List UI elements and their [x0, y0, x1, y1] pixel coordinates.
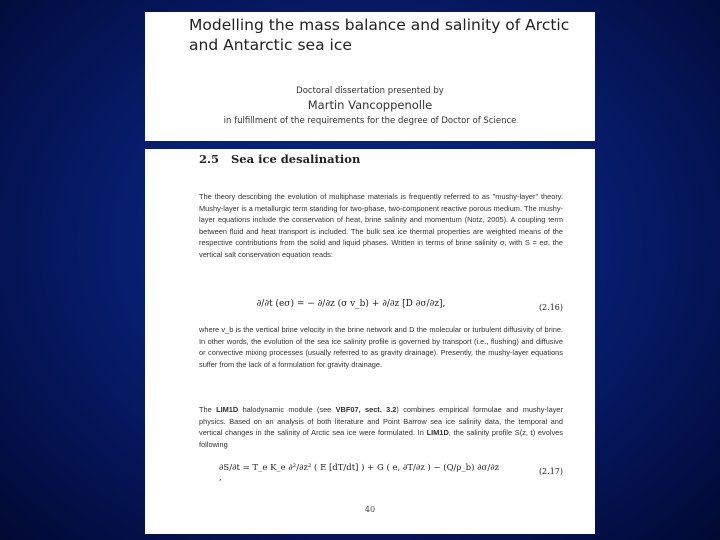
equation-2-16 [199, 295, 563, 321]
author-name: Martin Vancoppenolle [307, 98, 433, 112]
equation-2-16-body: ∂/∂t (eσ) = − ∂/∂z (σ v_b) + ∂/∂z [D ∂σ/∂z], [256, 299, 446, 309]
p3-end: , the salinity profile S(z, t) evolves following [199, 428, 563, 449]
title-line-2: and Antarctic sea ice [189, 36, 352, 54]
page-number: 40 [364, 505, 376, 514]
title-line-1: Modelling the mass balance and salinity of Arctic [189, 16, 570, 34]
section-title: Sea ice desalination [231, 152, 361, 166]
p3-mid: halodynamic module (see [242, 405, 332, 414]
paragraph-lim1d [199, 404, 563, 450]
equation-2-16-number: (2.16) [538, 303, 563, 312]
section-heading [199, 152, 360, 166]
paragraph-mushy-layer: The theory describing the evolution of multiphase materials is frequently referred to as "mushy-layer" theory. Mushy-layer is a metallurgic term standing for two-phase, two-component reactive porous medium. The mushy-layer equations include the conservation of heat, brine salinity and momentum (Notz, 2005). A coupling term between fluid and heat transport is included. The bulk sea ice thermal properties are weighted means of the respective contributions from the solid and liquid phases. Written in terms of brine salinity σ, with S = eσ, the vertical salt conservation equation reads: [199, 192, 563, 259]
equation-2-17-number: (2.17) [538, 467, 563, 476]
section-number: 2.5 [199, 152, 220, 166]
lim1d-term-2: LIM1D [426, 428, 449, 438]
paragraph-brine-velocity: where v_b is the vertical brine velocity in the brine network and D the molecular or turbulent diffusivity of brine. In other words, the evolution of the sea ice salinity profile is governed by transport (i.e., flushing) and diffusive or convective mixing processes (usually referred to as gravity drainage). Presently, the mushy-layer equations suffer from the lack of a formulation for gravity drainage. [199, 325, 563, 369]
degree-fulfillment-text: in fulfillment of the requirements for the degree of Doctor of Science [223, 116, 517, 126]
title-page-excerpt [145, 12, 595, 141]
lim1d-term: LIM1D [216, 405, 239, 414]
dissertation-title [189, 15, 589, 55]
equation-2-17-body: ∂S/∂t = T_e K_e ∂²/∂z² ( E [dT/dt] ) + G ( e, ∂T/∂z ) − (Q/ρ_b) ∂σ/∂z , [219, 463, 500, 483]
equation-2-17 [199, 455, 563, 489]
dissertation-page-excerpt [145, 149, 595, 534]
vbf07-reference: VBF07, sect. 3.2 [335, 405, 397, 414]
p3-rest: ) combines empirical formulae and mushy-layer physics. Based on an analysis of both literature and Point Barrow sea ice salinity data, the temporal and vertical changes in the salinity of Arctic sea ice were formulated. In [199, 405, 563, 438]
p3-prefix: The [199, 405, 212, 414]
presented-by-text: Doctoral dissertation presented by [296, 86, 444, 96]
